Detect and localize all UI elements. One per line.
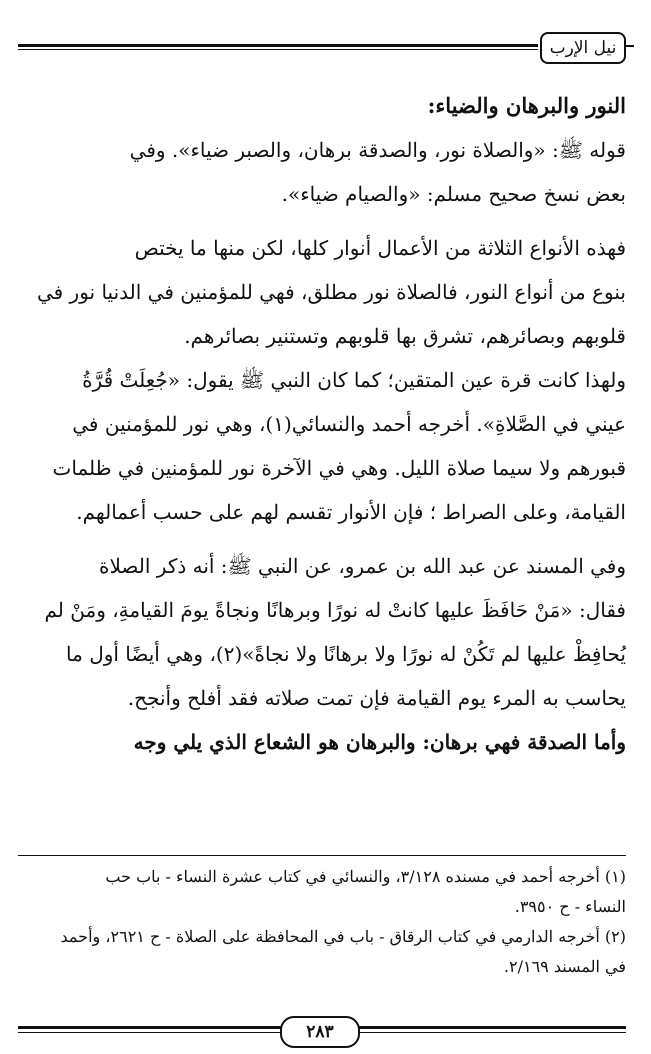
text-line: يُحافِظْ عليها لم تَكُنْ له نورًا ولا برهانًا ولا نجاةً»(٢)، وهي أيضًا أول ما xyxy=(66,642,626,666)
text-line: ولهذا كانت قرة عين المتقين؛ كما كان النبي ﷺ يقول: «جُعِلَتْ قُرَّةُ xyxy=(82,368,626,392)
page-footer xyxy=(18,1012,626,1048)
text-line: قلوبهم وبصائرهم، تشرق بها قلوبهم وتستنير بصائرهم. xyxy=(184,324,626,348)
page-number: ٢٨٣ xyxy=(280,1016,360,1048)
text-line: فهذه الأنواع الثلاثة من الأعمال أنوار كلها، لكن منها ما يختص xyxy=(134,236,626,260)
header-rule-end xyxy=(624,45,634,47)
footnote-line: النساء - ح ٣٩٥٠. xyxy=(514,897,626,916)
text-line: فقال: «مَنْ حَافَظَ عليها كانتْ له نورًا وبرهانًا ونجاةً يومَ القيامةِ، ومَنْ لم xyxy=(44,598,626,622)
page-body xyxy=(18,84,626,764)
footnotes xyxy=(18,862,626,982)
text-line: قبورهم ولا سيما صلاة الليل. وهي في الآخرة نور للمؤمنين في ظلمات xyxy=(52,456,626,480)
section-heading: النور والبرهان والضياء: xyxy=(427,93,626,118)
text-line: وفي المسند عن عبد الله بن عمرو، عن النبي ﷺ: أنه ذكر الصلاة xyxy=(99,554,626,578)
footnote-line: (٢) أخرجه الدارمي في كتاب الرقاق - باب في المحافظة على الصلاة - ح ٢٦٢١، وأحمد xyxy=(60,927,626,946)
text-line: عيني في الصَّلاةِ». أخرجه أحمد والنسائي(١)، وهي نور للمؤمنين في xyxy=(72,412,626,436)
text-line: وأما الصدقة فهي برهان: والبرهان هو الشعاع الذي يلي وجه xyxy=(133,730,626,754)
header-rule-thin xyxy=(18,49,538,50)
header-rule xyxy=(18,44,538,47)
text-line: بعض نسخ صحيح مسلم: «والصيام ضياء». xyxy=(281,182,626,206)
page-header xyxy=(18,28,633,68)
footnote-line: (١) أخرجه أحمد في مسنده ٣/١٢٨، والنسائي في كتاب عشرة النساء - باب حب xyxy=(105,867,626,886)
text-line: يحاسب به المرء يوم القيامة فإن تمت صلاته فقد أفلح وأنجح. xyxy=(127,686,626,710)
book-title: نيل الإرب xyxy=(540,32,626,64)
text-line: قوله ﷺ: «والصلاة نور، والصدقة برهان، والصبر ضياء». وفي xyxy=(129,138,626,162)
footnote-line: في المسند ٢/١٦٩. xyxy=(503,957,626,976)
text-line: القيامة، وعلى الصراط ؛ فإن الأنوار تقسم لهم على حسب أعمالهم. xyxy=(76,500,626,524)
footnote-divider xyxy=(18,855,626,856)
text-line: بنوع من أنواع النور، فالصلاة نور مطلق، فهي للمؤمنين في الدنيا نور في xyxy=(36,280,626,304)
